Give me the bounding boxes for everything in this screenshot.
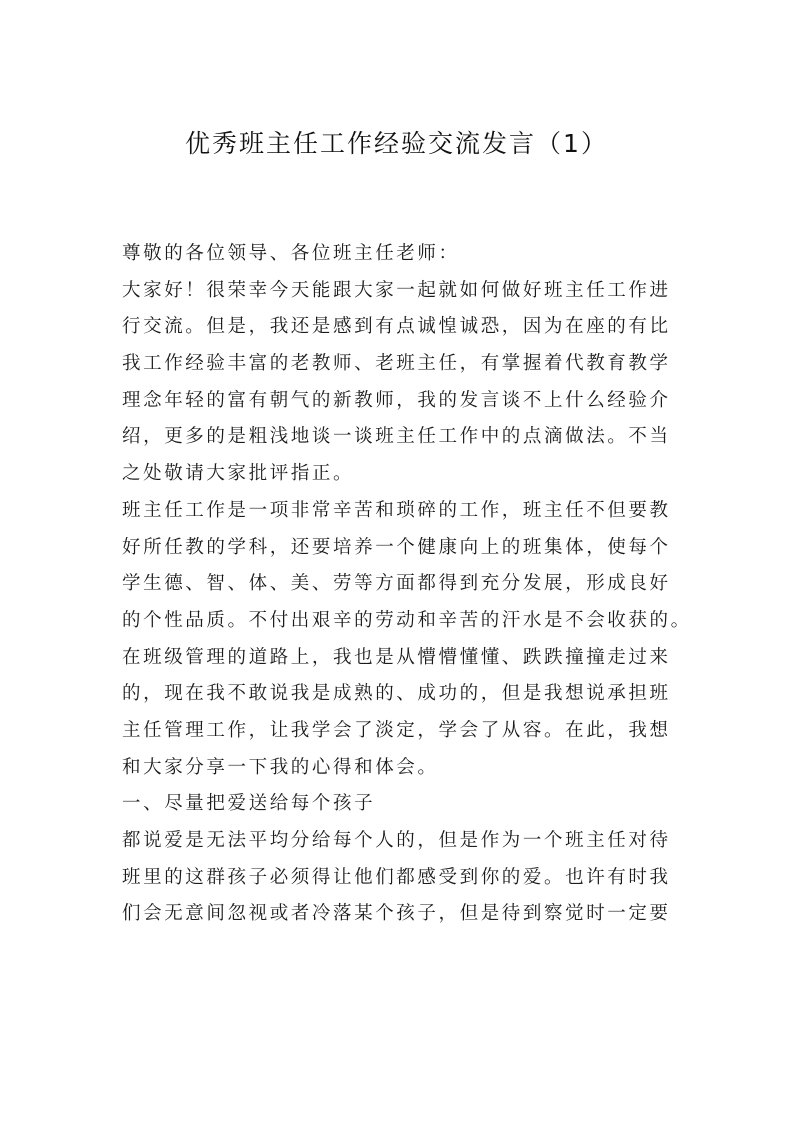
document-title: 优秀班主任工作经验交流发言（1） — [185, 129, 608, 158]
text-line: 班主任工作是一项非常辛苦和琐碎的工作，班主任不但要教 — [122, 499, 671, 521]
text-line: 大家好！很荣幸今天能跟大家一起就如何做好班主任工作进 — [122, 279, 671, 301]
text-line: 和大家分享一下我的心得和体会。 — [122, 756, 439, 778]
text-line: 主任管理工作，让我学会了淡定，学会了从容。在此，我想 — [122, 719, 671, 741]
text-line: 理念年轻的富有朝气的新教师，我的发言谈不上什么经验介 — [122, 389, 671, 411]
text-line: 之处敬请大家批评指正。 — [122, 463, 355, 485]
section-heading: 一、尽量把爱送给每个孩子 — [122, 793, 376, 815]
text-line: 尊敬的各位领导、各位班主任老师： — [122, 243, 460, 264]
text-line: 们会无意间忽视或者冷落某个孩子，但是待到察觉时一定要 — [122, 903, 671, 925]
text-line: 学生德、智、体、美、劳等方面都得到充分发展，形成良好 — [122, 573, 671, 595]
text-line: 都说爱是无法平均分给每个人的，但是作为一个班主任对待 — [122, 830, 671, 851]
text-line: 在班级管理的道路上，我也是从懵懵懂懂、跌跌撞撞走过来 — [122, 646, 671, 668]
text-line: 行交流。但是，我还是感到有点诚惶诚恐，因为在座的有比 — [122, 316, 671, 338]
text-line: 我工作经验丰富的老教师、老班主任，有掌握着代教育教学 — [122, 353, 671, 375]
text-line: 好所任教的学科，还要培养一个健康向上的班集体，使每个 — [122, 536, 671, 558]
document-body — [122, 236, 722, 933]
text-line: 的，现在我不敢说我是成熟的、成功的，但是我想说承担班 — [122, 683, 671, 705]
text-line: 班里的这群孩子必须得让他们都感受到你的爱。也许有时我 — [122, 866, 671, 888]
text-line: 的个性品质。不付出艰辛的劳动和辛苦的汗水是不会收获的。 — [122, 609, 692, 631]
text-line: 绍，更多的是粗浅地谈一谈班主任工作中的点滴做法。不当 — [122, 426, 671, 448]
